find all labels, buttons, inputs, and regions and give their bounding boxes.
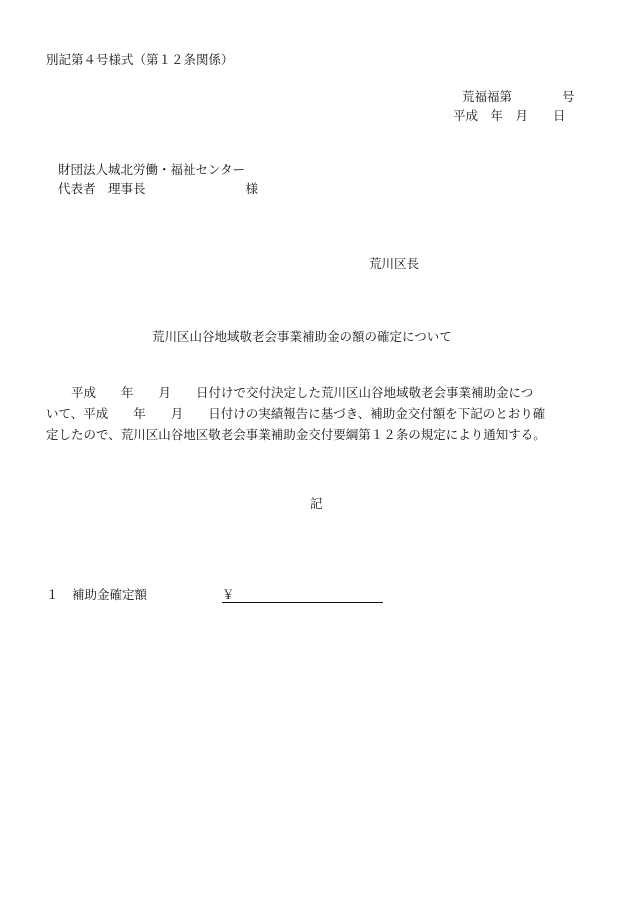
form-label: 別記第４号様式（第１２条関係） <box>46 52 234 67</box>
issue-date: 平成 年 月 日 <box>453 108 566 123</box>
item-number: １ <box>46 587 59 602</box>
sender-name: 荒川区長 <box>369 256 420 271</box>
record-heading: 記 <box>310 496 323 511</box>
body-line: 平成 年 月 日付けで交付決定した荒川区山谷地域敬老会事業補助金につ <box>46 385 534 400</box>
body-paragraph <box>46 382 591 445</box>
body-line: いて、平成 年 月 日付けの実績報告に基づき、補助金交付額を下記のとおり確 <box>46 406 546 421</box>
currency-symbol: ￥ <box>222 587 235 602</box>
recipient-organization: 財団法人城北労働・福祉センター <box>58 162 246 177</box>
amount-underline <box>222 602 383 603</box>
item-label: 補助金確定額 <box>72 587 148 602</box>
body-line: 定したので、荒川区山谷地区敬老会事業補助金交付要綱第１２条の規定により通知する。 <box>46 427 546 442</box>
document-title: 荒川区山谷地域敬老会事業補助金の額の確定について <box>152 329 452 344</box>
issuer-number: 荒福福第 号 <box>462 89 575 104</box>
recipient-representative: 代表者 理事長 様 <box>58 181 259 196</box>
